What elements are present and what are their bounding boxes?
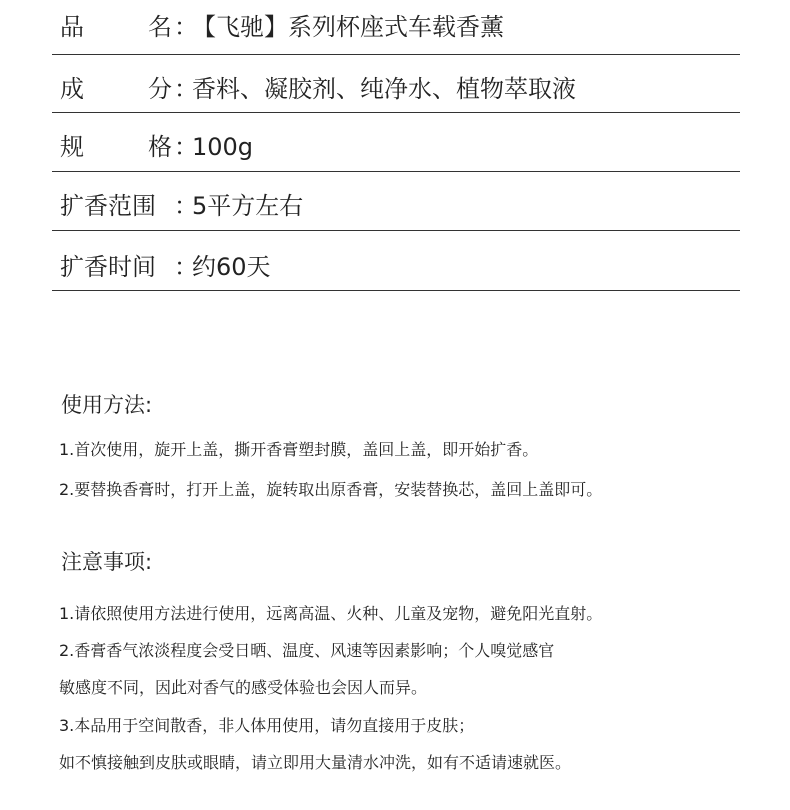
notes-title: 注意事项:: [61, 550, 153, 574]
spec-row-coverage: [52, 172, 740, 231]
spec-colon: ：: [174, 192, 198, 220]
spec-label-char: 规: [60, 133, 84, 161]
notes-line: 1.请依照使用方法进行使用，远离高温、火种、儿童及宠物，避免阳光直射。: [59, 604, 603, 623]
notes-line: 如不慎接触到皮肤或眼睛，请立即用大量清水冲洗，如有不适请速就医。: [59, 753, 572, 772]
spec-label-text: 扩香时间: [60, 252, 156, 281]
usage-title: 使用方法:: [61, 393, 153, 417]
spec-label-char: 品: [60, 13, 84, 41]
spec-label: [52, 252, 172, 281]
spec-label-char: 分: [148, 74, 172, 103]
spec-label: [52, 74, 172, 103]
spec-value-size: 100g: [192, 133, 254, 161]
spec-colon: ：: [174, 252, 198, 281]
spec-row-product-name: [52, 0, 740, 55]
spec-row-duration: [52, 231, 740, 291]
spec-value-duration: 约60天: [192, 252, 271, 281]
spec-label-char: 格: [148, 133, 172, 161]
spec-label-char: 名: [148, 13, 172, 41]
spec-value-product-name: 【飞驰】系列杯座式车载香薰: [192, 13, 504, 41]
notes-line: 3.本品用于空间散香，非人体用使用，请勿直接用于皮肤；: [59, 716, 475, 735]
spec-label-text: 扩香范围: [60, 192, 156, 220]
spec-colon: ：: [174, 13, 198, 41]
usage-line: 1.首次使用，旋开上盖，撕开香膏塑封膜，盖回上盖，即开始扩香。: [59, 440, 539, 459]
spec-row-ingredients: [52, 55, 740, 113]
spec-table: [52, 0, 740, 291]
spec-value-ingredients: 香料、凝胶剂、纯净水、植物萃取液: [192, 74, 576, 103]
notes-line: 敏感度不同，因此对香气的感受体验也会因人而异。: [59, 678, 428, 697]
notes-line: 2.香膏香气浓淡程度会受日晒、温度、风速等因素影响；个人嗅觉感官: [59, 641, 555, 660]
spec-label-char: 成: [60, 74, 84, 103]
spec-row-size: [52, 113, 740, 172]
spec-colon: ：: [174, 74, 198, 103]
spec-label: [52, 15, 172, 39]
usage-line: 2.要替换香膏时，打开上盖，旋转取出原香膏，安装替换芯，盖回上盖即可。: [59, 480, 603, 499]
spec-label: [52, 135, 172, 159]
spec-colon: ：: [174, 133, 198, 161]
spec-value-coverage: 5平方左右: [192, 192, 304, 220]
spec-label: [52, 194, 172, 218]
